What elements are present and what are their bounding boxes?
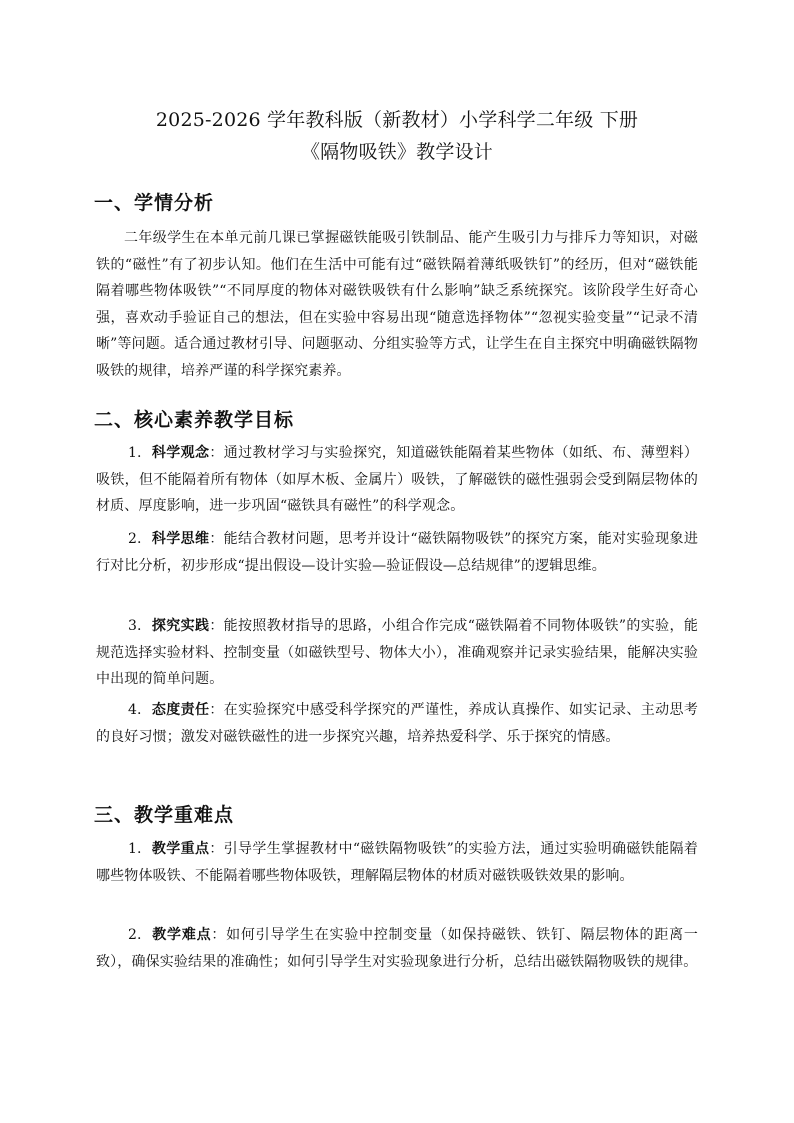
difficult-point-number: 2. <box>128 927 142 943</box>
title-line-1: 2025-2026 学年教科版（新教材）小学科学二年级 下册 <box>155 109 639 131</box>
objective-text: ：在实验探究中感受科学探究的严谨性，养成认真操作、如实记录、主动思考的良好习惯；激发对磁铁磁性的进一步探究兴趣，培养热爱科学、乐于探究的情感。 <box>96 702 698 745</box>
objective-item <box>96 697 698 750</box>
objective-label: 探究实践 <box>151 618 210 634</box>
difficult-point-label: 教学难点 <box>151 927 212 943</box>
title-line-2: 《隔物吸铁》教学设计 <box>300 141 493 163</box>
objective-label: 科学思维 <box>151 531 210 547</box>
objective-number: 3. <box>128 618 142 634</box>
section-heading-key-difficult-points: 三、教学重难点 <box>94 804 235 826</box>
objective-label: 科学观念 <box>151 445 210 461</box>
difficult-point-item <box>96 922 698 975</box>
objective-item <box>96 526 698 579</box>
difficult-point-text: ：如何引导学生在实验中控制变量（如保持磁铁、铁钉、隔层物体的距离一致），确保实验结果的准确性；如何引导学生对实验现象进行分析，总结出磁铁隔物吸铁的规律。 <box>96 927 698 970</box>
key-point-label: 教学重点 <box>151 841 210 857</box>
key-point-number: 1. <box>128 841 142 857</box>
document-title <box>0 104 794 168</box>
objective-item <box>96 613 698 693</box>
section-heading-learner-analysis: 一、学情分析 <box>94 192 215 214</box>
objective-item <box>96 440 698 520</box>
objective-text: ：能结合教材问题，思考并设计“磁铁隔物吸铁”的探究方案，能对实验现象进行对比分析，初步形成“提出假设—设计实验—验证假设—总结规律”的逻辑思维。 <box>96 531 699 574</box>
objective-number: 2. <box>128 531 142 547</box>
objective-label: 态度责任 <box>151 702 210 718</box>
section-heading-teaching-objectives: 二、核心素养教学目标 <box>94 409 295 431</box>
objective-text: ：能按照教材指导的思路，小组合作完成“磁铁隔着不同物体吸铁”的实验，能规范选择实验材料、控制变量（如磁铁型号、物体大小），准确观察并记录实验结果，能解决实验中出现的简单问题。 <box>96 618 699 687</box>
objective-text: ：通过教材学习与实验探究，知道磁铁能隔着某些物体（如纸、布、薄塑料）吸铁，但不能隔着所有物体（如厚木板、金属片）吸铁，了解磁铁的磁性强弱会受到隔层物体的材质、厚度影响，进一步巩固“磁铁具有磁性”的科学观念。 <box>96 445 698 514</box>
objective-number: 4. <box>128 702 142 718</box>
learner-analysis-paragraph: 二年级学生在本单元前几课已掌握磁铁能吸引铁制品、能产生吸引力与排斥力等知识，对磁铁的“磁性”有了初步认知。他们在生活中可能有过“磁铁隔着薄纸吸铁钉”的经历，但对“磁铁能隔着哪些物体吸铁”“不同厚度的物体对磁铁吸铁有什么影响”缺乏系统探究。该阶段学生好奇心强，喜欢动手验证自己的想法，但在实验中容易出现“随意选择物体”“忽视实验变量”“记录不清晰”等问题。适合通过教材引导、问题驱动、分组实验等方式，让学生在自主探究中明确磁铁隔物吸铁的规律，培养严谨的科学探究素养。 <box>96 230 698 379</box>
key-point-item <box>96 836 698 889</box>
objective-number: 1. <box>128 445 142 461</box>
key-point-text: ：引导学生掌握教材中“磁铁隔物吸铁”的实验方法，通过实验明确磁铁能隔着哪些物体吸铁、不能隔着哪些物体吸铁，理解隔层物体的材质对磁铁吸铁效果的影响。 <box>96 841 699 884</box>
